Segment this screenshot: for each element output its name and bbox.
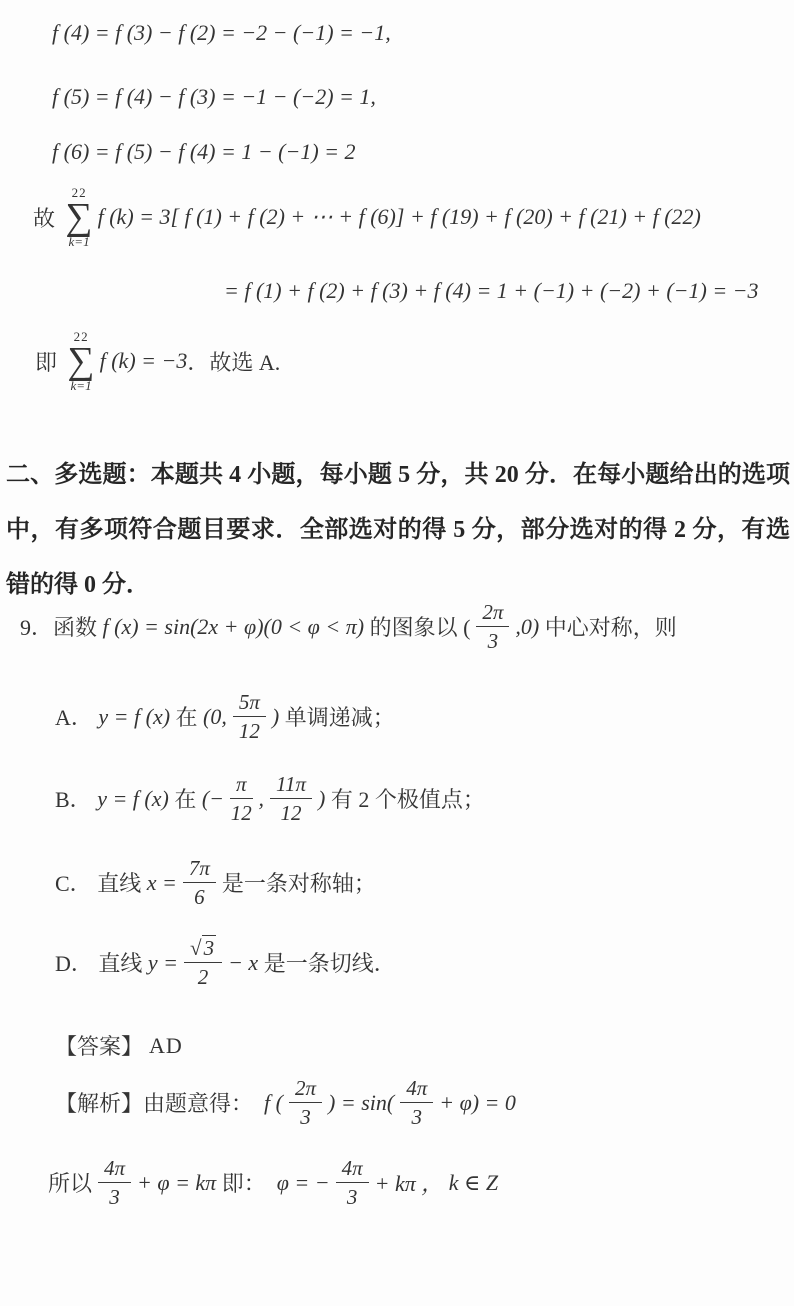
summation-body: f (k) = 3[ f (1) + f (2) + ⋯ + f (6)] + f (19) + f (20) + f (21) + f (22) bbox=[97, 204, 701, 230]
step-line bbox=[48, 1156, 498, 1209]
sum-upper-limit: 22 bbox=[71, 185, 87, 200]
option-d-text-2: 是一条切线． bbox=[263, 951, 396, 977]
option-b-label: B． bbox=[55, 787, 98, 813]
summation-symbol bbox=[66, 186, 93, 248]
option-b-math-2: (− bbox=[201, 785, 225, 811]
stem-text-2: 的图象以 ( bbox=[369, 615, 471, 641]
conclusion-choice: ．故选 A. bbox=[187, 349, 281, 375]
option-c-text-1: 直线 bbox=[97, 871, 147, 897]
fraction-numerator: 4π bbox=[336, 1156, 369, 1183]
analysis-line bbox=[55, 1076, 516, 1129]
fraction-4pi-3-step-2 bbox=[336, 1156, 369, 1209]
analysis-math-1: f ( bbox=[264, 1089, 283, 1115]
option-d-label: D． bbox=[55, 951, 99, 977]
option-a-label: A． bbox=[55, 705, 99, 731]
option-a-math-3: ) bbox=[271, 703, 285, 729]
radicand: 3 bbox=[203, 936, 215, 960]
fraction-denominator: 12 bbox=[280, 801, 302, 826]
answer-line bbox=[55, 1030, 183, 1061]
option-b-text-2: 有 2 个极值点； bbox=[330, 787, 485, 813]
fraction-11pi-12 bbox=[270, 772, 312, 825]
conclusion-prefix: 即 bbox=[35, 349, 63, 375]
fraction-4pi-3-step-1 bbox=[98, 1156, 131, 1209]
option-d-math-2: − x bbox=[228, 949, 264, 975]
option-b bbox=[55, 772, 485, 825]
option-a-math-2: (0, bbox=[203, 703, 227, 729]
option-a bbox=[55, 690, 395, 743]
step-math-4: k ∈ Z bbox=[448, 1169, 499, 1195]
stem-text-1: 函数 bbox=[53, 615, 103, 641]
step-text-1: 所以 bbox=[48, 1171, 93, 1197]
option-a-text-2: 单调递减； bbox=[284, 705, 395, 731]
option-a-text-1: 在 bbox=[175, 705, 204, 731]
fraction-7pi-6 bbox=[183, 856, 216, 909]
option-c bbox=[55, 856, 376, 909]
sum-lower-limit: k=1 bbox=[68, 234, 90, 250]
fraction-numerator: 4π bbox=[98, 1156, 131, 1183]
option-c-text-2: 是一条对称轴； bbox=[221, 871, 376, 897]
section-heading: 二、多选题：本题共 4 小题，每小题 5 分，共 20 分．在每小题给出的选项中，有多项符合题目要求．全部选对的得 5 分，部分选对的得 2 分，有选错的得 0 分． bbox=[6, 462, 790, 598]
fraction-2pi-3-analysis bbox=[289, 1076, 322, 1129]
equation-f6 bbox=[52, 139, 356, 165]
analysis-math-3: + φ) = 0 bbox=[439, 1089, 516, 1115]
equation-f4-text: f (4) = f (3) − f (2) = −2 − (−1) = −1, bbox=[52, 20, 391, 45]
analysis-math-2: ) = sin( bbox=[328, 1089, 395, 1115]
option-c-label: C． bbox=[55, 871, 98, 897]
sum-lower-limit-2: k=1 bbox=[70, 378, 92, 394]
sigma-icon: ∑ bbox=[65, 196, 93, 238]
analysis-lead: 由题意得： bbox=[143, 1091, 265, 1117]
fraction-pi-12 bbox=[230, 772, 253, 825]
fraction-numerator: 11π bbox=[270, 772, 312, 799]
fraction-numerator: π bbox=[230, 772, 253, 799]
option-d bbox=[55, 936, 396, 989]
fraction-5pi-12 bbox=[233, 690, 266, 743]
option-b-text-1: 在 bbox=[174, 787, 202, 813]
option-c-math-1: x = bbox=[146, 869, 177, 895]
fraction-denominator: 3 bbox=[300, 1105, 311, 1130]
fraction-denominator: 12 bbox=[230, 801, 252, 826]
fraction-numerator: 4π bbox=[400, 1076, 433, 1103]
analysis-tag: 【解析】 bbox=[55, 1091, 144, 1117]
step-text-2: 即： bbox=[221, 1171, 277, 1197]
fraction-2pi-3 bbox=[476, 600, 509, 653]
equation-f4 bbox=[52, 20, 391, 46]
sum-upper-limit-2: 22 bbox=[73, 329, 89, 344]
fraction-denominator: 6 bbox=[194, 885, 205, 910]
fraction-denominator: 3 bbox=[487, 629, 499, 654]
fraction-denominator: 3 bbox=[109, 1185, 120, 1210]
fraction-denominator: 2 bbox=[197, 965, 209, 990]
stem-formula-2: ,0) bbox=[515, 613, 545, 639]
summation-continuation-text: = f (1) + f (2) + f (3) + f (4) = 1 + (−1) + (−2) + (−1) = −3 bbox=[224, 278, 759, 303]
stem-formula: f (x) = sin(2x + φ)(0 < φ < π) bbox=[102, 613, 370, 639]
fraction-numerator: 2π bbox=[289, 1076, 322, 1103]
step-math-3: + kπ ， bbox=[374, 1171, 449, 1197]
summation-main-line bbox=[33, 186, 701, 248]
option-d-math-1: y = bbox=[147, 949, 179, 975]
option-a-math-1: y = f (x) bbox=[98, 703, 176, 729]
step-math-2: φ = − bbox=[276, 1169, 330, 1195]
fraction-denominator: 12 bbox=[238, 719, 260, 744]
option-d-text-1: 直线 bbox=[98, 951, 148, 977]
conclusion-body: f (k) = −3 bbox=[99, 348, 188, 374]
fraction-sqrt3-2 bbox=[184, 936, 222, 989]
fraction-denominator: 3 bbox=[411, 1105, 422, 1130]
summation-continuation-line bbox=[224, 278, 759, 304]
fraction-numerator: 7π bbox=[183, 856, 216, 883]
radical-icon: √ bbox=[190, 936, 202, 960]
option-b-math-3: ) bbox=[318, 785, 331, 811]
conclusion-line bbox=[35, 330, 280, 392]
fraction-4pi-3-analysis bbox=[400, 1076, 433, 1129]
option-b-comma: , bbox=[258, 785, 265, 811]
sigma-icon-2: ∑ bbox=[67, 340, 95, 382]
answer-value: AD bbox=[149, 1032, 183, 1058]
equation-f5 bbox=[52, 84, 376, 110]
summation-symbol-2 bbox=[68, 330, 95, 392]
question-number: 9． bbox=[20, 615, 54, 641]
fraction-numerator: 5π bbox=[233, 690, 266, 717]
equation-f6-text: f (6) = f (5) − f (4) = 1 − (−1) = 2 bbox=[52, 139, 356, 164]
option-b-math-1: y = f (x) bbox=[97, 785, 175, 811]
summation-prefix: 故 bbox=[33, 205, 61, 231]
step-math-1: + φ = kπ bbox=[137, 1169, 222, 1195]
question-9-stem bbox=[20, 600, 677, 653]
fraction-denominator: 3 bbox=[346, 1185, 358, 1210]
fraction-numerator: 2π bbox=[476, 600, 509, 627]
equation-f5-text: f (5) = f (4) − f (3) = −1 − (−2) = 1, bbox=[52, 84, 376, 109]
stem-text-3: 中心对称，则 bbox=[544, 615, 677, 641]
fraction-numerator bbox=[184, 936, 222, 963]
answer-tag: 【答案】 bbox=[55, 1034, 144, 1059]
